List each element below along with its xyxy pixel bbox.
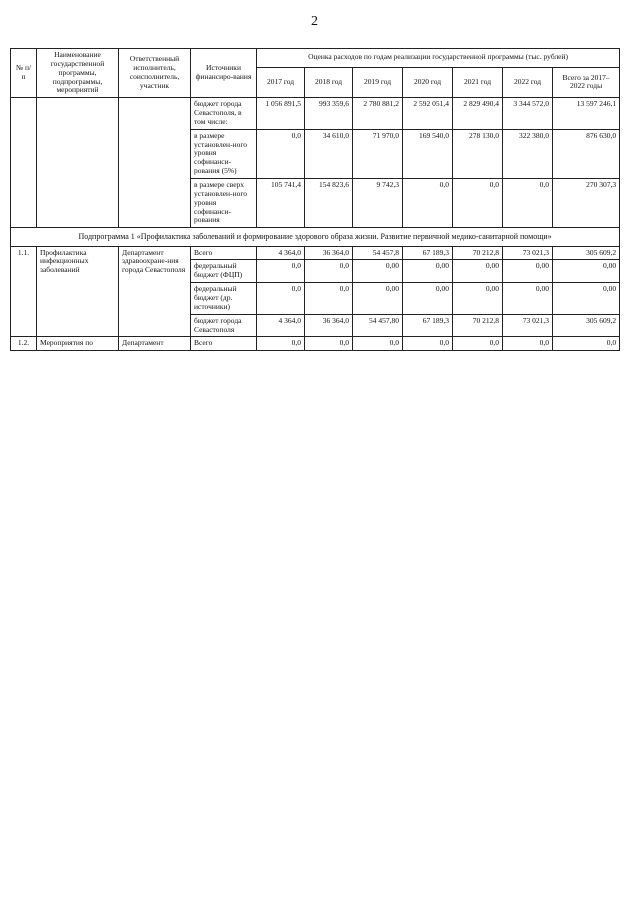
header-expense-group: Оценка расходов по годам реализации государственной программы (тыс. рублей) bbox=[257, 49, 620, 68]
budget-table bbox=[10, 48, 620, 351]
value-cell: 993 359,6 bbox=[305, 98, 353, 130]
subprogram-row bbox=[11, 228, 620, 246]
value-cell: 0,00 bbox=[503, 283, 553, 315]
value-cell: 0,00 bbox=[353, 283, 403, 315]
table-row bbox=[11, 246, 620, 260]
value-cell: 0,0 bbox=[503, 178, 553, 227]
item-executor: Департамент bbox=[119, 337, 191, 351]
value-cell: 0,00 bbox=[453, 283, 503, 315]
value-cell: 322 380,0 bbox=[503, 129, 553, 178]
value-cell: 105 741,4 bbox=[257, 178, 305, 227]
total-cell: 0,00 bbox=[553, 283, 620, 315]
value-cell: 67 189,3 bbox=[403, 314, 453, 337]
value-cell: 0,00 bbox=[403, 260, 453, 283]
header-year-2021: 2021 год bbox=[453, 67, 503, 98]
value-cell: 36 364,0 bbox=[305, 246, 353, 260]
budget-table-container bbox=[10, 48, 619, 351]
value-cell: 34 610,0 bbox=[305, 129, 353, 178]
value-cell: 73 021,3 bbox=[503, 246, 553, 260]
value-cell: 278 130,0 bbox=[453, 129, 503, 178]
value-cell: 0,00 bbox=[453, 260, 503, 283]
value-cell: 0,0 bbox=[503, 337, 553, 351]
value-cell: 2 592 051,4 bbox=[403, 98, 453, 130]
value-cell: 0,0 bbox=[305, 337, 353, 351]
source-cell: Всего bbox=[191, 246, 257, 260]
item-executor: Департамент здравоохране-ния города Севастополя bbox=[119, 246, 191, 337]
header-source: Источники финансиро-вания bbox=[191, 49, 257, 98]
value-cell: 0,0 bbox=[403, 178, 453, 227]
header-executor: Ответственный исполнитель, соисполнитель, участник bbox=[119, 49, 191, 98]
total-cell: 13 597 246,1 bbox=[553, 98, 620, 130]
value-cell: 4 364,0 bbox=[257, 246, 305, 260]
value-cell: 54 457,8 bbox=[353, 246, 403, 260]
item-name: Мероприятия по bbox=[37, 337, 119, 351]
header-year-2017: 2017 год bbox=[257, 67, 305, 98]
value-cell: 169 540,0 bbox=[403, 129, 453, 178]
total-cell: 0,0 bbox=[553, 337, 620, 351]
table-row bbox=[11, 337, 620, 351]
subprogram-title: Подпрограмма 1 «Профилактика заболеваний и формирование здорового образа жизни. Развитие первичной медико-санитарной помощи» bbox=[11, 228, 620, 246]
source-cell: бюджет города Севастополя, в том числе: bbox=[191, 98, 257, 130]
value-cell: 4 364,0 bbox=[257, 314, 305, 337]
value-cell: 54 457,80 bbox=[353, 314, 403, 337]
total-cell: 270 307,3 bbox=[553, 178, 620, 227]
source-cell: бюджет города Севастополя bbox=[191, 314, 257, 337]
value-cell: 0,0 bbox=[305, 283, 353, 315]
value-cell: 0,00 bbox=[353, 260, 403, 283]
item-name: Профилактика инфекционных заболеваний bbox=[37, 246, 119, 337]
source-cell: в размере установлен-ного уровня софинанси-рования (5%) bbox=[191, 129, 257, 178]
value-cell: 2 780 881,2 bbox=[353, 98, 403, 130]
value-cell: 70 212,8 bbox=[453, 246, 503, 260]
value-cell: 67 189,3 bbox=[403, 246, 453, 260]
value-cell: 0,0 bbox=[305, 260, 353, 283]
value-cell: 0,00 bbox=[403, 283, 453, 315]
value-cell: 2 829 490,4 bbox=[453, 98, 503, 130]
total-cell: 876 630,0 bbox=[553, 129, 620, 178]
total-cell: 0,00 bbox=[553, 260, 620, 283]
empty-num-cell bbox=[11, 98, 37, 228]
source-cell: в размере сверх установлен-ного уровня софинанси-рования bbox=[191, 178, 257, 227]
value-cell: 0,00 bbox=[503, 260, 553, 283]
table-row bbox=[11, 98, 620, 130]
header-name: Наименование государственной программы, подпрограммы, мероприятий bbox=[37, 49, 119, 98]
total-cell: 305 609,2 bbox=[553, 314, 620, 337]
source-cell: Всего bbox=[191, 337, 257, 351]
item-number: 1.1. bbox=[11, 246, 37, 337]
item-number: 1.2. bbox=[11, 337, 37, 351]
value-cell: 0,0 bbox=[403, 337, 453, 351]
value-cell: 154 823,6 bbox=[305, 178, 353, 227]
value-cell: 0,0 bbox=[257, 260, 305, 283]
page-number: 2 bbox=[311, 14, 318, 29]
value-cell: 0,0 bbox=[453, 178, 503, 227]
header-total: Всего за 2017–2022 годы bbox=[553, 67, 620, 98]
value-cell: 0,0 bbox=[453, 337, 503, 351]
value-cell: 0,0 bbox=[353, 337, 403, 351]
source-cell: федеральный бюджет (ФЦП) bbox=[191, 260, 257, 283]
value-cell: 36 364,0 bbox=[305, 314, 353, 337]
value-cell: 71 970,0 bbox=[353, 129, 403, 178]
value-cell: 70 212,8 bbox=[453, 314, 503, 337]
value-cell: 73 021,3 bbox=[503, 314, 553, 337]
header-year-2018: 2018 год bbox=[305, 67, 353, 98]
header-year-2019: 2019 год bbox=[353, 67, 403, 98]
value-cell: 9 742,3 bbox=[353, 178, 403, 227]
value-cell: 0,0 bbox=[257, 337, 305, 351]
value-cell: 3 344 572,0 bbox=[503, 98, 553, 130]
empty-executor-cell bbox=[119, 98, 191, 228]
value-cell: 1 056 891,5 bbox=[257, 98, 305, 130]
empty-name-cell bbox=[37, 98, 119, 228]
header-year-2020: 2020 год bbox=[403, 67, 453, 98]
value-cell: 0,0 bbox=[257, 283, 305, 315]
value-cell: 0,0 bbox=[257, 129, 305, 178]
header-year-2022: 2022 год bbox=[503, 67, 553, 98]
total-cell: 305 609,2 bbox=[553, 246, 620, 260]
header-num: № п/п bbox=[11, 49, 37, 98]
source-cell: федеральный бюджет (др. источники) bbox=[191, 283, 257, 315]
